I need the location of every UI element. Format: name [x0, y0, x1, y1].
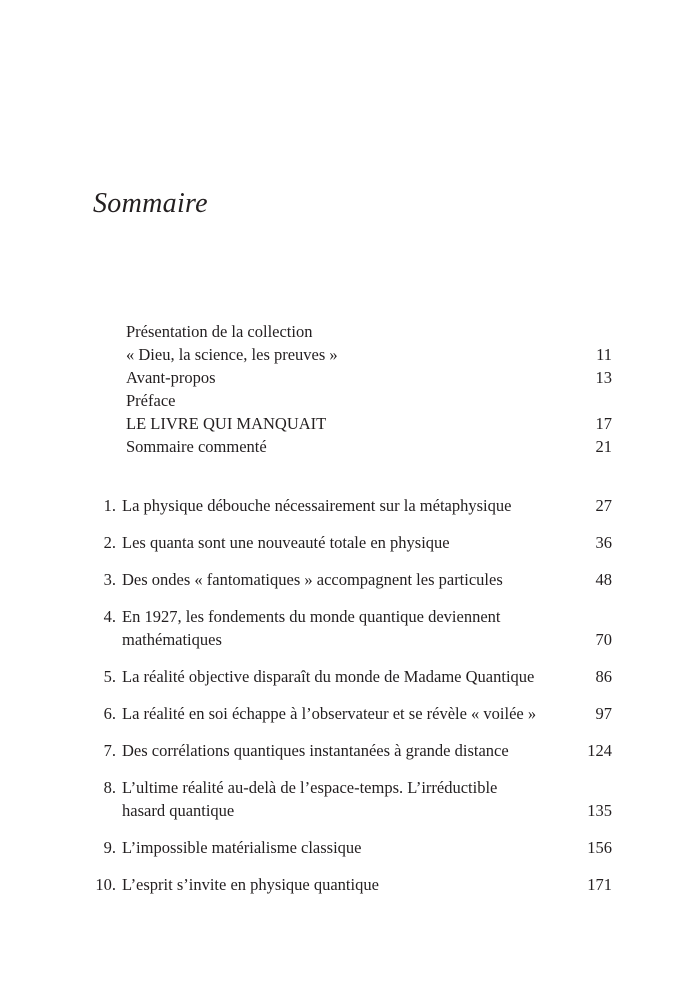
- chapter-title-line: La réalité en soi échappe à l’observateur et se révèle « voilée »: [122, 704, 537, 723]
- chapter-title: [122, 605, 552, 651]
- chapter-title: [122, 665, 552, 688]
- chapter-title-line: La réalité objective disparaît du monde de Madame Quantique: [122, 667, 535, 686]
- page-number: 97: [595, 704, 612, 723]
- page-number: 13: [595, 368, 612, 387]
- chapter-title-line: hasard quantique: [122, 801, 235, 820]
- front-matter-item: [126, 389, 612, 412]
- front-matter-text: LE LIVRE QUI MANQUAIT: [126, 414, 327, 433]
- chapter-title: [122, 836, 552, 859]
- chapter-entry: [90, 531, 612, 554]
- chapter-entry: [90, 494, 612, 517]
- chapter-title: [122, 494, 552, 517]
- page-title: Sommaire: [93, 188, 208, 219]
- front-matter-text: Avant-propos: [126, 368, 216, 387]
- page-number: 11: [596, 345, 612, 364]
- chapter-number: 7.: [103, 741, 116, 760]
- page-number: 135: [587, 801, 612, 820]
- page-number: 21: [595, 437, 612, 456]
- page-number: 17: [595, 414, 612, 433]
- chapter-entry: [90, 836, 612, 859]
- chapter-title-line: En 1927, les fondements du monde quantique deviennent: [122, 607, 501, 626]
- chapter-number: 9.: [103, 838, 116, 857]
- chapter-number: 2.: [103, 533, 116, 552]
- chapter-number: 1.: [103, 496, 116, 515]
- chapter-title: [122, 531, 552, 554]
- chapter-entry: [90, 605, 612, 651]
- front-matter-item: [126, 412, 612, 435]
- page-number: 27: [595, 496, 612, 515]
- chapter-title-line: Des corrélations quantiques instantanées à grande distance: [122, 741, 509, 760]
- chapter-title: [122, 776, 552, 822]
- chapter-number: 3.: [103, 570, 116, 589]
- chapter-title-line: L’esprit s’invite en physique quantique: [122, 875, 379, 894]
- page-number: 86: [595, 667, 612, 686]
- chapter-entry: [90, 702, 612, 725]
- front-matter-text: Sommaire commenté: [126, 437, 267, 456]
- chapter-list: [90, 494, 612, 896]
- page-number: 70: [595, 630, 612, 649]
- front-matter-item: [126, 435, 612, 458]
- chapter-entry: [90, 568, 612, 591]
- front-matter-item: [126, 366, 612, 389]
- page-number: 171: [587, 875, 612, 894]
- chapter-title: [122, 739, 552, 762]
- chapter-number: 10.: [95, 875, 116, 894]
- chapter-title-line: La physique débouche nécessairement sur la métaphysique: [122, 496, 512, 515]
- chapter-number: 4.: [103, 607, 116, 626]
- chapter-title: [122, 702, 552, 725]
- chapter-entry: [90, 776, 612, 822]
- front-matter-text: Présentation de la collection: [126, 322, 313, 341]
- page-number: 156: [587, 838, 612, 857]
- chapter-entry: [90, 665, 612, 688]
- chapter-number: 8.: [103, 778, 116, 797]
- chapter-title-line: mathématiques: [122, 630, 222, 649]
- front-matter-text: Préface: [126, 391, 176, 410]
- chapter-title-line: Des ondes « fantomatiques » accompagnent les particules: [122, 570, 503, 589]
- page-number: 124: [587, 741, 612, 760]
- chapter-title-line: L’impossible matérialisme classique: [122, 838, 362, 857]
- front-matter-text: « Dieu, la science, les preuves »: [126, 345, 338, 364]
- chapter-title-line: L’ultime réalité au-delà de l’espace-temps. L’irréductible: [122, 778, 498, 797]
- front-matter-item: [126, 320, 612, 343]
- chapter-entry: [90, 739, 612, 762]
- page-number: 48: [595, 570, 612, 589]
- page-number: 36: [595, 533, 612, 552]
- front-matter-list: [126, 320, 612, 458]
- front-matter-item: [126, 343, 612, 366]
- chapter-number: 5.: [103, 667, 116, 686]
- chapter-entry: [90, 873, 612, 896]
- chapter-title-line: Les quanta sont une nouveauté totale en physique: [122, 533, 450, 552]
- chapter-number: 6.: [103, 704, 116, 723]
- chapter-title: [122, 568, 552, 591]
- chapter-title: [122, 873, 552, 896]
